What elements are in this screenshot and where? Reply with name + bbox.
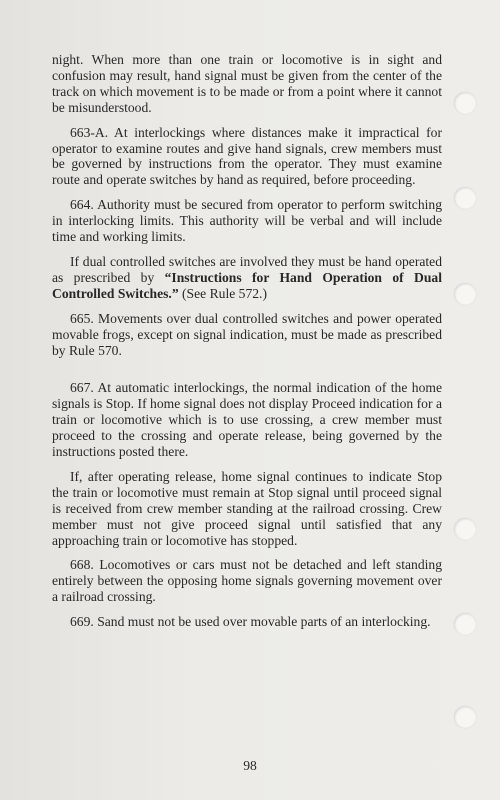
rule-669: 669. Sand must not be used over movable parts of an interlocking. bbox=[70, 614, 431, 630]
binder-hole bbox=[454, 187, 476, 209]
binder-hole bbox=[454, 706, 476, 728]
rule-664-text: If dual controlled switches are involved they must be hand operated as prescribed by bbox=[52, 253, 442, 285]
rule-667: 667. At automatic interlockings, the normal indication of the home signals is Stop. If home signal does not display Proceed indication for a train or locomotive which is to use crossing, a crew member must proceed to the crossing and operate release, being governed by the instructions posted there. bbox=[52, 380, 442, 460]
binder-hole bbox=[454, 92, 476, 114]
binder-hole bbox=[454, 283, 476, 305]
rule-664: 664. Authority must be secured from operator to perform switching in interlocking limits. This authority will be verbal and will include time and working limits. bbox=[52, 197, 442, 245]
instructions-reference: “Instructions for Hand Operation of Dual Controlled Switches.” bbox=[52, 269, 442, 301]
rule-664-dual-switches bbox=[52, 254, 442, 302]
binder-hole bbox=[454, 613, 476, 635]
paragraph-continuation: night. When more than one train or locomotive is in sight and confusion may result, hand signal must be given from the center of the track on which movement is to be made or from a point where it cannot be misunderstood. bbox=[52, 52, 442, 115]
page-number: 98 bbox=[243, 758, 257, 773]
rule-668: 668. Locomotives or cars must not be detached and left standing entirely between the opposing home signals governing movement over a railroad crossing. bbox=[52, 557, 442, 605]
rules-text bbox=[52, 52, 442, 639]
binder-hole bbox=[454, 518, 476, 540]
rule-572-reference: (See Rule 572.) bbox=[178, 285, 267, 301]
rule-665: 665. Movements over dual controlled switches and power operated movable frogs, except on signal indication, must be made as prescribed by Rule 570. bbox=[52, 310, 442, 358]
rule-667-release: If, after operating release, home signal continues to indicate Stop the train or locomotive must remain at Stop signal until proceed signal is received from crew member standing at the railroad crossing. Crew member must not give proceed signal until satisfied that any approaching train or locomotive has stopped. bbox=[52, 468, 442, 548]
rule-663a: 663-A. At interlockings where distances make it impractical for operator to examine routes and give hand signals, crew members must be governed by instructions from the operator. They must examine route and operate switches by hand as required, before proceeding. bbox=[52, 124, 442, 188]
